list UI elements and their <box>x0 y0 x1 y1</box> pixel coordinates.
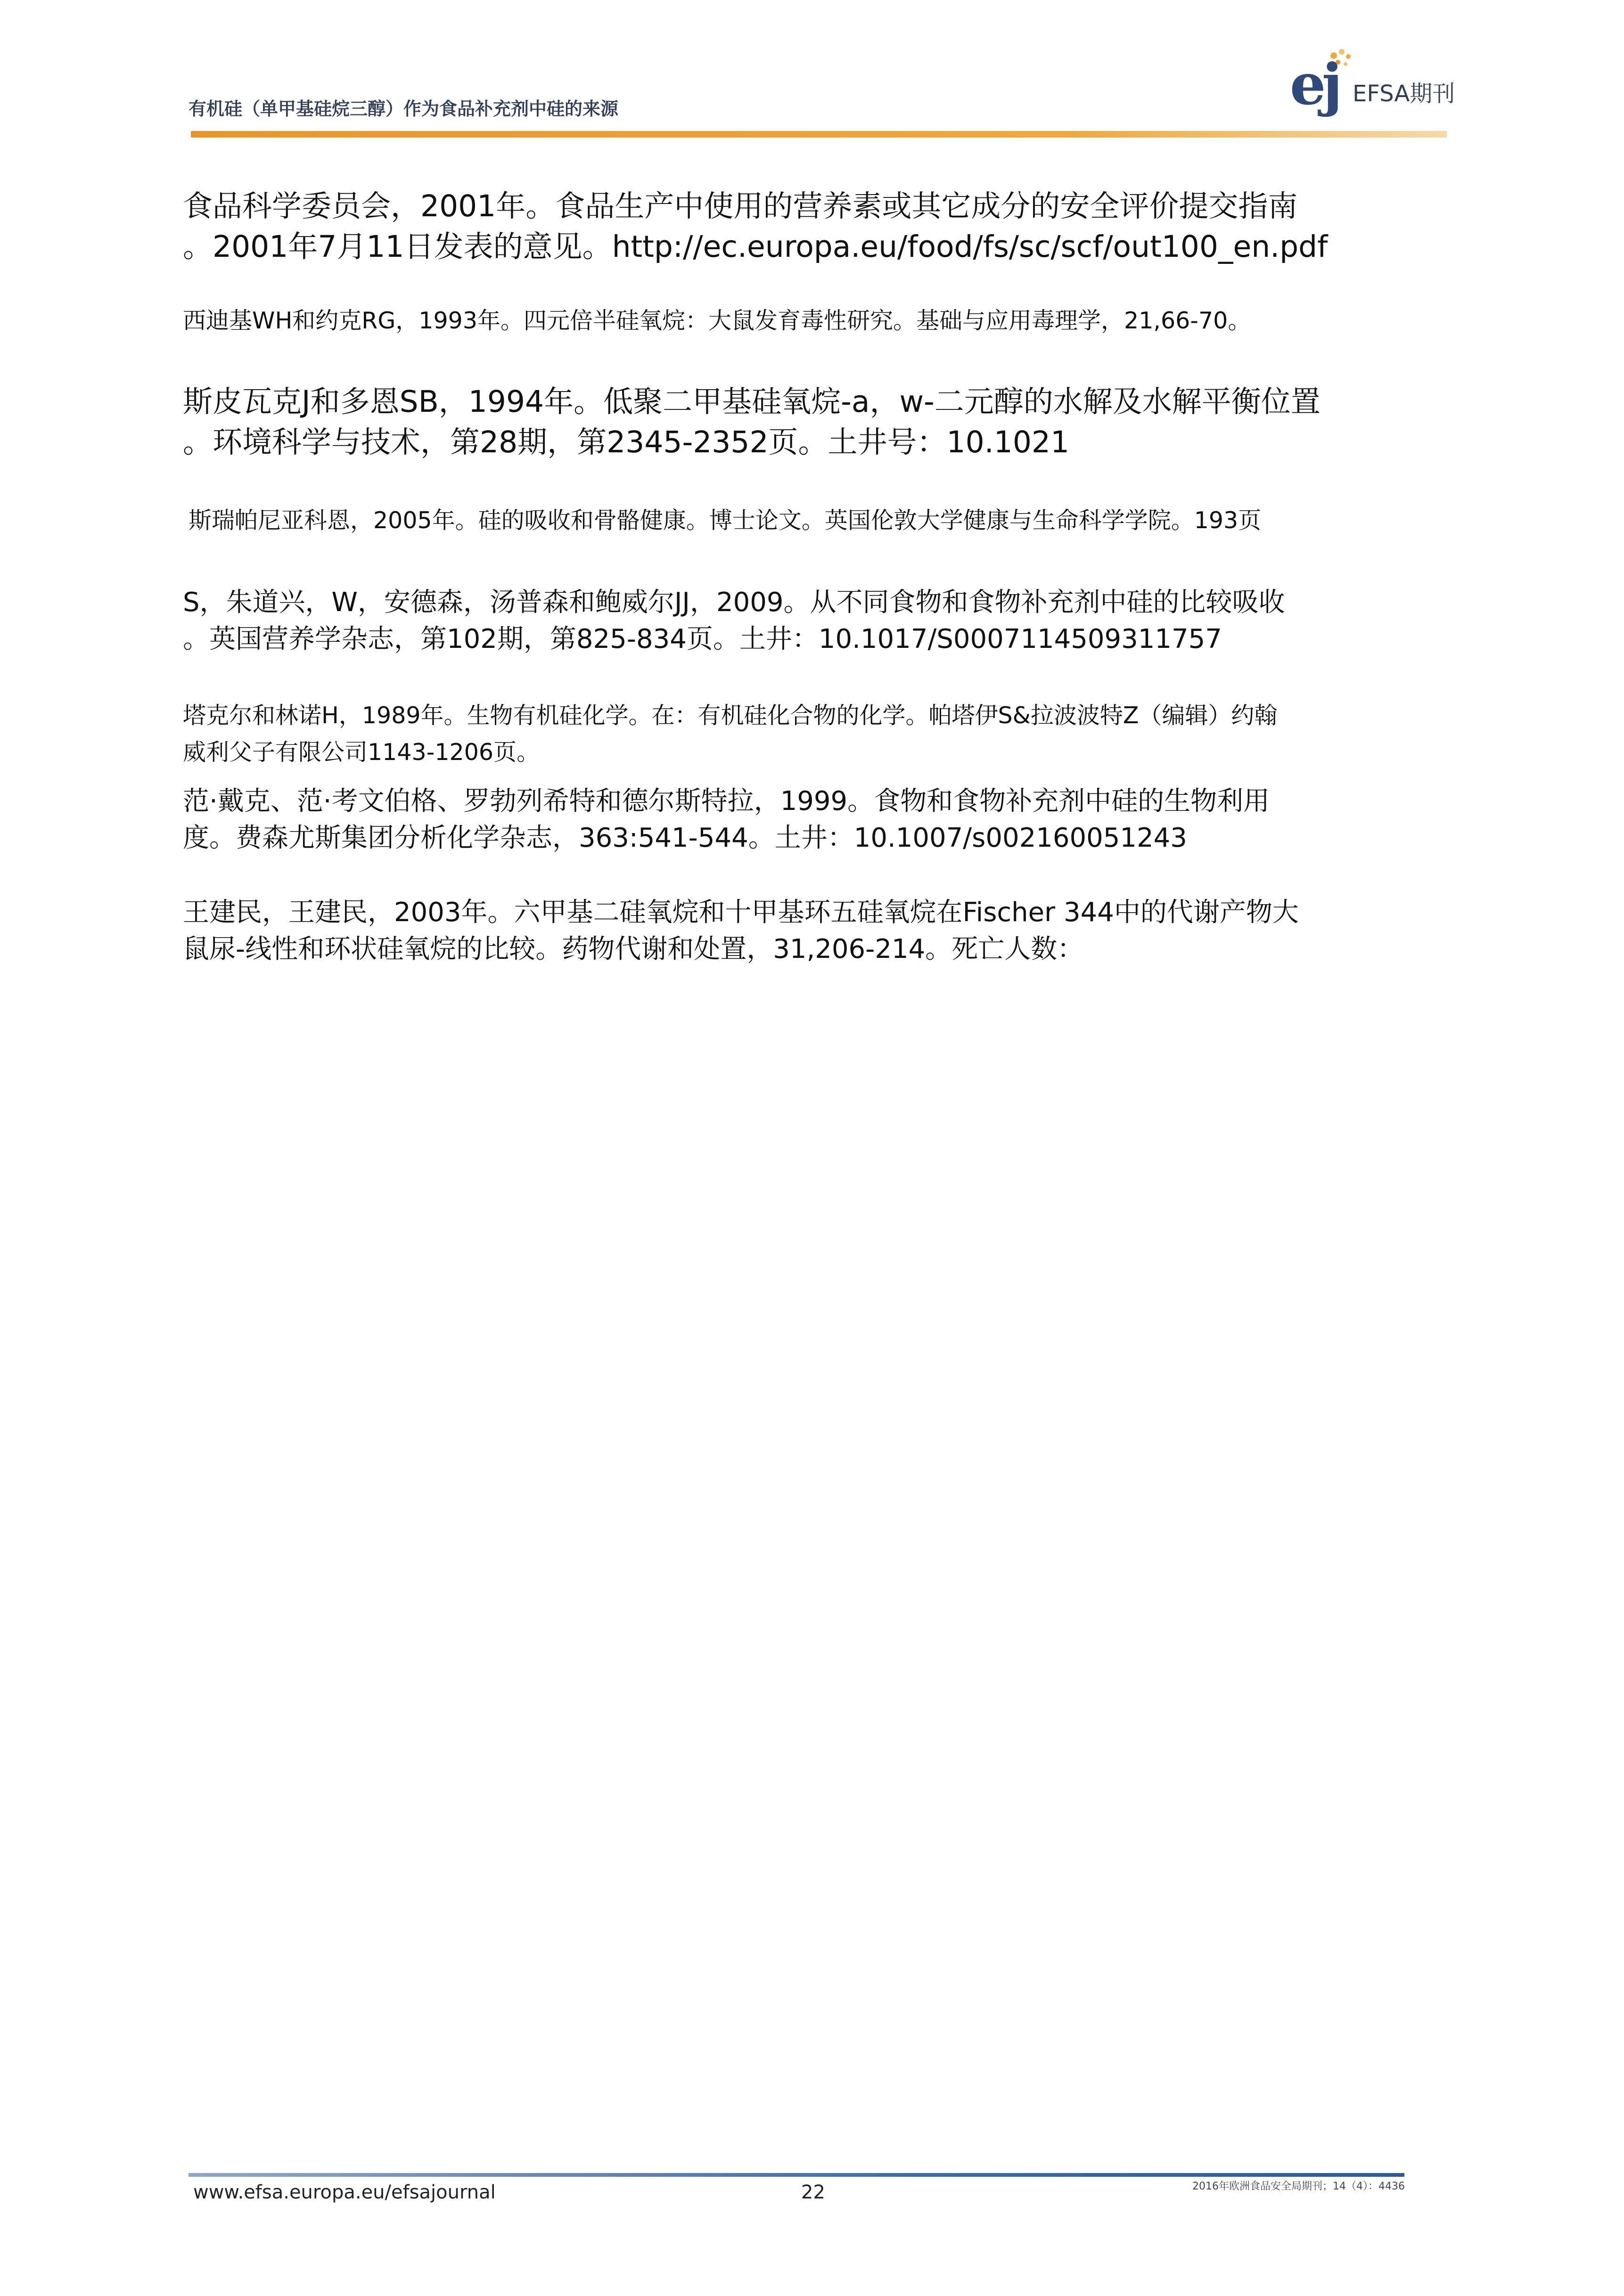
running-header-title: 有机硅（单甲基硅烷三醇）作为食品补充剂中硅的来源 <box>189 98 619 119</box>
reference-line: 威利父子有限公司1143-1206页。 <box>183 739 540 766</box>
reference-line: 食品科学委员会，2001年。食品生产中使用的营养素或其它成分的安全评价提交指南 <box>183 189 1298 223</box>
reference-line: 斯瑞帕尼亚科恩，2005年。硅的吸收和骨骼健康。博士论文。英国伦敦大学健康与生命科学学院。193页 <box>189 507 1262 534</box>
reference-entry <box>183 783 1455 857</box>
reference-line: 鼠尿-线性和环状硅氧烷的比较。药物代谢和处置，31,206-214。死亡人数： <box>183 934 1084 964</box>
reference-line: 塔克尔和林诺H，1989年。生物有机硅化学。在：有机硅化合物的化学。帕塔伊S&拉波波特Z（编辑）约翰 <box>183 702 1278 729</box>
reference-entry <box>183 382 1455 463</box>
reference-entry <box>183 584 1455 658</box>
svg-text:j: j <box>1322 51 1343 118</box>
reference-line: 。英国营养学杂志，第102期，第825-834页。土井：10.1017/S0007114509311757 <box>183 624 1222 654</box>
svg-text:e: e <box>1290 51 1326 118</box>
reference-entry <box>183 302 1455 339</box>
reference-entry <box>183 894 1455 968</box>
footer-citation: 2016年欧洲食品安全局期刊；14（4）：4436 <box>1192 2181 1405 2192</box>
footer-journal-url[interactable]: www.efsa.europa.eu/efsajournal <box>193 2182 496 2203</box>
reference-line: S，朱道兴，W，安德森，汤普森和鲍威尔JJ，2009。从不同食物和食物补充剂中硅的比较吸收 <box>183 587 1285 618</box>
page-number: 22 <box>801 2182 825 2203</box>
reference-entry <box>183 697 1455 771</box>
reference-entry <box>189 502 1461 539</box>
reference-line: 王建民，王建民，2003年。六甲基二硅氧烷和十甲基环五硅氧烷在Fischer 344中的代谢产物大 <box>183 897 1299 928</box>
reference-line: 。环境科学与技术，第28期，第2345-2352页。土井号：10.1021 <box>183 425 1070 459</box>
header-rule <box>191 131 1447 138</box>
reference-line: 斯皮瓦克J和多恩SB，1994年。低聚二甲基硅氧烷-a，w-二元醇的水解及水解平衡位置 <box>183 384 1321 419</box>
footer-rule <box>189 2173 1404 2177</box>
reference-entry <box>183 186 1455 267</box>
reference-line: 西迪基WH和约克RG，1993年。四元倍半硅氧烷：大鼠发育毒性研究。基础与应用毒理学，21,66-70。 <box>183 307 1251 334</box>
efsa-journal-wordmark: EFSA期刊 <box>1353 81 1455 107</box>
reference-line: 度。费森尤斯集团分析化学杂志，363:541-544。土井：10.1007/s002160051243 <box>183 823 1187 853</box>
reference-line: 。2001年7月11日发表的意见。http://ec.europa.eu/food/fs/sc/scf/out100_en.pdf <box>183 229 1328 264</box>
reference-line: 范·戴克、范·考文伯格、罗勃列希特和德尔斯特拉，1999。食物和食物补充剂中硅的生物利用 <box>183 786 1270 817</box>
